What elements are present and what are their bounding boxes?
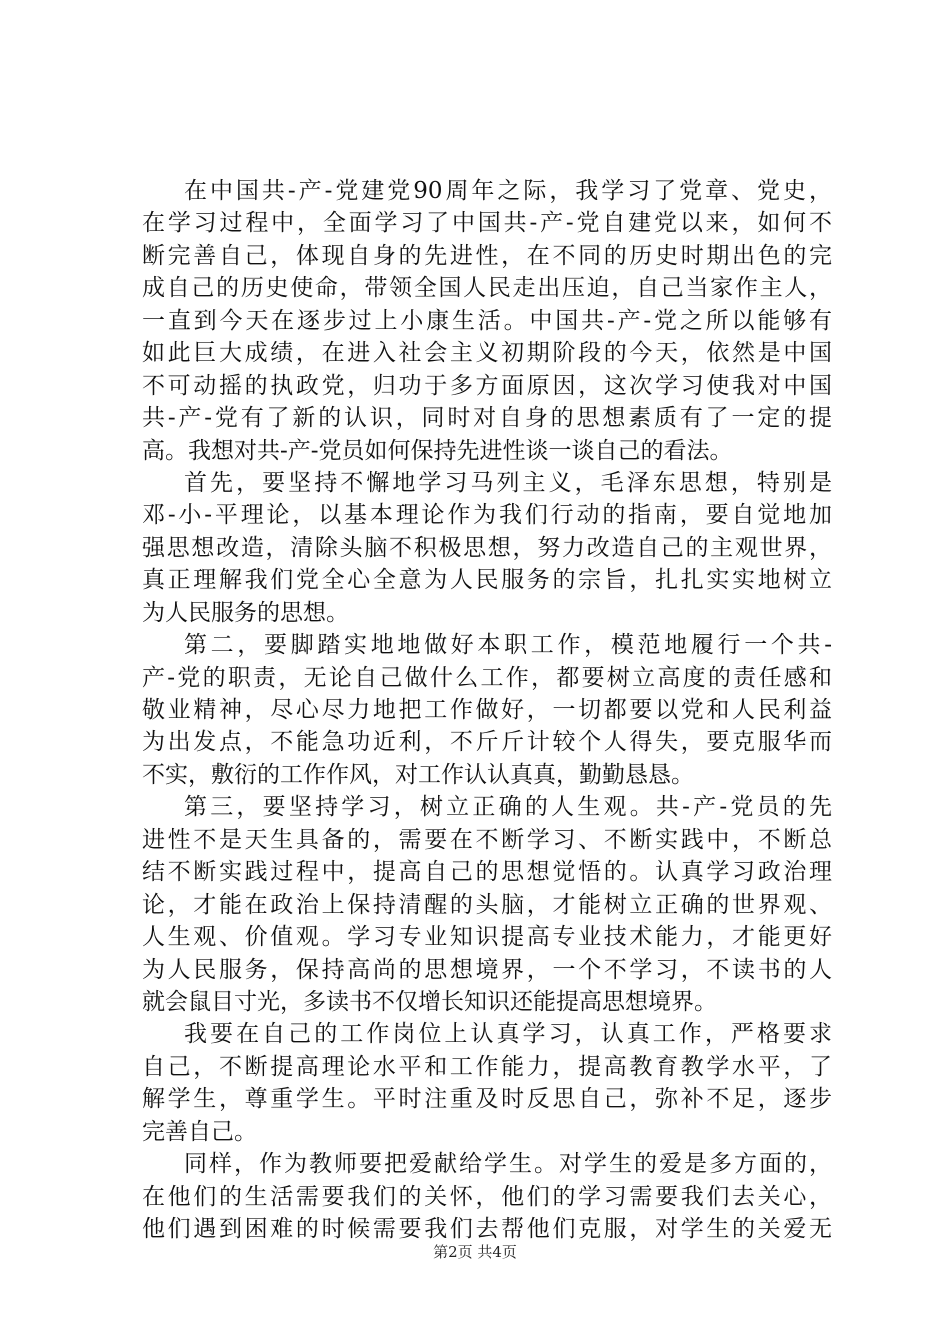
- page-footer: 第2页 共4页: [433, 1243, 517, 1261]
- paragraph: [142, 175, 832, 467]
- document-body: [142, 175, 832, 1245]
- text-line: 在中国共-产-党建党90周年之际，我学习了党章、党史，: [184, 178, 832, 204]
- paragraph: [142, 467, 832, 629]
- text-line: 在他们的生活需要我们的关怀，他们的学习需要我们去关心，: [142, 1183, 832, 1210]
- text-line: 解学生，尊重学生。平时注重及时反思自己，弥补不足，逐步: [142, 1086, 832, 1113]
- text-line: 敬业精神，尽心尽力地把工作做好，一切都要以党和人民利益: [142, 697, 832, 723]
- text-line: 结不断实践过程中，提高自己的思想觉悟的。认真学习政治理: [142, 859, 832, 886]
- text-line: 就会鼠目寸光，多读书不仅增长知识还能提高思想境界。: [142, 988, 717, 1015]
- text-line: 首先，要坚持不懈地学习马列主义，毛泽东思想，特别是: [184, 469, 832, 496]
- text-line: 为人民服务的思想。: [142, 599, 349, 626]
- text-line: 自己，不断提高理论水平和工作能力，提高教育教学水平，了: [142, 1053, 832, 1080]
- text-line: 第三，要坚持学习，树立正确的人生观。共-产-党员的先: [184, 794, 832, 821]
- text-line: 我要在自己的工作岗位上认真学习，认真工作，严格要求: [184, 1021, 832, 1048]
- text-line: 论，才能在政治上保持清醒的头脑，才能树立正确的世界观、: [142, 891, 832, 918]
- text-line: 进性不是天生具备的，需要在不断学习、不断实践中，不断总: [142, 826, 832, 853]
- paragraph: [142, 1018, 832, 1148]
- text-line: 真正理解我们党全心全意为人民服务的宗旨，扎扎实实地树立: [142, 567, 832, 594]
- text-line: 在学习过程中，全面学习了中国共-产-党自建党以来，如何不: [142, 210, 832, 237]
- text-line: 第二，要脚踏实地地做好本职工作，模范地履行一个共-: [184, 632, 832, 659]
- text-line: 成自己的历史使命，带领全国人民走出压迫，自己当家作主人，: [142, 275, 832, 302]
- paragraph: [142, 1148, 832, 1245]
- text-line: 共-产-党有了新的认识，同时对自身的思想素质有了一定的提: [142, 405, 832, 432]
- text-line: 为出发点，不能急功近利，不斤斤计较个人得失，要克服华而: [142, 729, 832, 756]
- text-line: 完善自己。: [142, 1118, 257, 1145]
- text-line: 邓-小-平理论，以基本理论作为我们行动的指南，要自觉地加: [142, 502, 832, 529]
- text-line: 断完善自己，体现自身的先进性，在不同的历史时期出色的完: [142, 242, 832, 269]
- text-line: 为人民服务，保持高尚的思想境界，一个不学习，不读书的人: [142, 956, 832, 983]
- paragraph: [142, 629, 832, 791]
- text-line: 他们遇到困难的时候需要我们去帮他们克服，对学生的关爱无: [142, 1216, 832, 1242]
- paragraph: [142, 791, 832, 1018]
- text-line: 如此巨大成绩，在进入社会主义初期阶段的今天，依然是中国: [142, 340, 832, 367]
- text-line: 同样，作为教师要把爱献给学生。对学生的爱是多方面的，: [184, 1151, 832, 1178]
- text-line: 产-党的职责，无论自己做什么工作，都要树立高度的责任感和: [142, 664, 832, 691]
- text-line: 不可动摇的执政党，归功于多方面原因，这次学习使我对中国: [142, 372, 832, 399]
- text-line: 强思想改造，清除头脑不积极思想，努力改造自己的主观世界，: [142, 534, 832, 561]
- text-line: 人生观、价值观。学习专业知识提高专业技术能力，才能更好: [142, 924, 832, 951]
- text-line: 不实，敷衍的工作作风，对工作认认真真，勤勤恳恳。: [142, 761, 694, 788]
- text-line: 高。我想对共-产-党员如何保持先进性谈一谈自己的看法。: [142, 437, 733, 464]
- text-line: 一直到今天在逐步过上小康生活。中国共-产-党之所以能够有: [142, 307, 832, 334]
